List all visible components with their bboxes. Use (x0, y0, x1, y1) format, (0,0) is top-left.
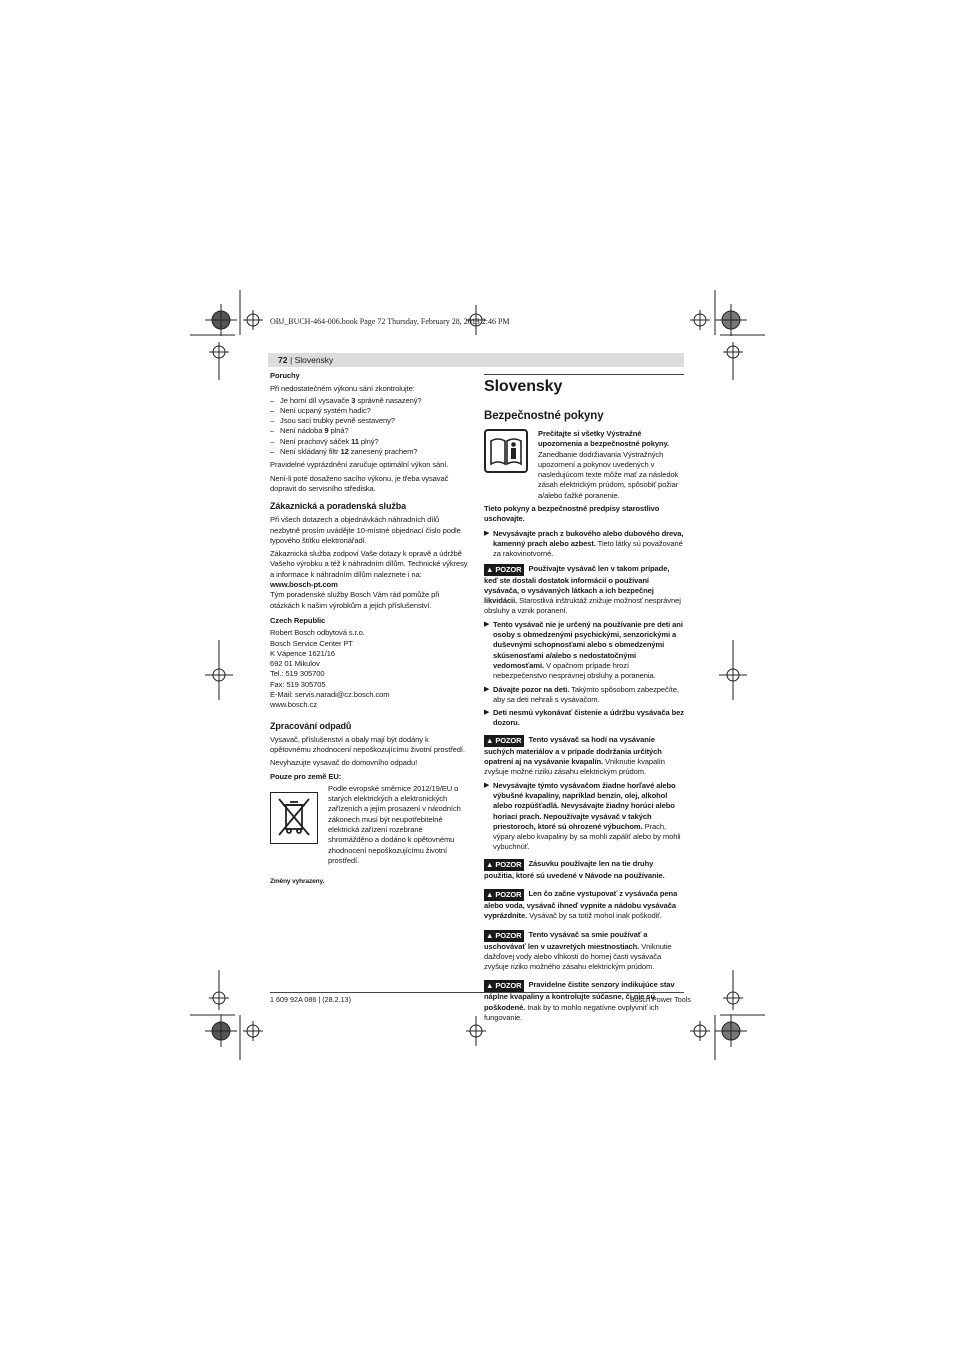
footer-brand: Bosch Power Tools (630, 995, 691, 1004)
checklist-item (270, 396, 468, 406)
poruchy-title: Poruchy (270, 371, 300, 380)
title-rule (484, 374, 684, 375)
bullet-1-bold: Nevysávajte prach z bukového alebo dubového dreva, kamenný prach alebo azbest. (493, 528, 684, 548)
bullet-1-rest: Tieto látky sú považované za rakovinotvorné. (493, 538, 683, 559)
warning-label: ▲ POZOR (484, 564, 524, 576)
eu-text: Podle evropské směrnice 2012/19/EU o starých elektrických a elektronických zařízeních a jejím prosazení v národních zákonech musí být neupotřebitelné elektrická zařízení rozebrané shromážděno a dodáno k opětovnému zhodnocení nepoškozujícímu životní prostředí. (328, 783, 461, 865)
bullet-2-bold: Tento vysávač nie je určený na používanie pre deti ani osoby s obmedzenými psychickými, senzorickými a duševnými schopnosťami alebo s obmedzenými skúsenosťami a/alebo s nedostatočnými vedomosťami. (493, 619, 683, 670)
warning-label: ▲ POZOR (484, 889, 524, 901)
bullet-3-bold: Dávajte pozor na deti. (493, 684, 570, 694)
checklist-text: Není nádoba (280, 426, 325, 436)
warning-label: ▲ POZOR (484, 735, 524, 747)
service-p2: Zákaznická služba zodpoví Vaše dotazy k opravě a údržbě Vašeho výrobku a též k náhradním dílům. Technické výkresy a informace k náhradním dílům naleznete i na: (270, 549, 468, 579)
intro-bold: Prečítajte si všetky Výstražné upozornenia a bezpečnostné pokyny. (538, 429, 670, 449)
checklist-item (270, 437, 468, 447)
warning-5-rest: Vniknutie dažďovej vody alebo vlhkosti do hornej časti vysávača zvyšuje riziko možného zásahu elektrickým prúdom. (484, 941, 672, 972)
bullet-arrow-icon: ▶ (484, 685, 490, 693)
warning-label: ▲ POZOR (484, 930, 524, 942)
address-line: K Vápence 1621/16 (270, 648, 336, 658)
bullet-5 (484, 781, 684, 853)
bullet-3-rest: Takýmto spôsobom zabezpečíte, aby sa deti nehrali s vysávačom. (493, 684, 679, 704)
checklist-text: Jsou sací trubky pevně sestaveny? (280, 416, 395, 426)
checklist-text: Není prachový sáček (280, 436, 352, 446)
checklist-text-end: správně nasazený? (355, 395, 422, 405)
warning-label: ▲ POZOR (484, 859, 524, 871)
checklist-number: 9 (324, 426, 329, 436)
warning-label-text: POZOR (495, 735, 522, 745)
eu-block (270, 784, 468, 869)
warning-1 (484, 564, 684, 617)
checklist (270, 396, 468, 458)
bullet-arrow-icon: ▶ (484, 709, 490, 717)
warning-3-bold: Zásuvku používajte len na tie druhy použitia, ktoré sú uvedené v Návode na používanie. (484, 858, 665, 880)
address-line: Tel.: 519 305700 (270, 669, 325, 679)
page-header-bar (268, 353, 684, 367)
bullet-5-rest: Prach, výpary alebo kvapaliny by sa mohli zapáliť alebo by mohli vybuchnúť. (493, 821, 681, 852)
warning-2-bold: Tento vysávač sa hodí na vysávanie suchých materiálov a v prípade dodržania určitých opatrení aj na vysávanie kvapalín. (484, 734, 662, 767)
left-column (270, 371, 468, 887)
warning-4 (484, 889, 684, 922)
warning-2 (484, 735, 684, 778)
warning-label: ▲ POZOR (484, 980, 524, 992)
warning-5-bold: Tento vysávač sa smie používať a uschovávať len v uzavretých miestnostiach. (484, 929, 648, 951)
bullet-5-bold: Nevysávajte týmto vysávačom žiadne horľavé alebo výbušné kvapaliny, napríklad benzín, olej, alkohol alebo rozpúšťadlá. Nevysávajte žiadny horúci alebo horiaci prach. Nepoužívajte vysávač v takých priestoroch, ktoré sú ohrozené výbuchom. (493, 780, 676, 831)
header-language: | Slovensky (290, 355, 334, 365)
bullet-1 (484, 529, 684, 560)
checklist-text-end: plná? (328, 426, 349, 436)
checklist-text-end: plný? (358, 436, 379, 446)
disposal-p2: Nevyhazujte vysavač do domovního odpadu! (270, 758, 418, 768)
warning-5 (484, 930, 684, 973)
checklist-item (270, 406, 468, 416)
warning-1-bold: Používajte vysávač len v takom prípade, keď ste dostali dostatok informácií o používaní vysávača, o vysávaných látkach a ich bezpečnej likvidácii. (484, 563, 670, 606)
bullet-2 (484, 620, 684, 682)
crossed-bin-icon (270, 792, 318, 844)
keep-instructions: Tieto pokyny a bezpečnostné predpisy starostlivo uschovajte. (484, 504, 660, 524)
print-header: OBJ_BUCH-464-006.book Page 72 Thursday, February 28, 2013 2:46 PM (270, 317, 510, 326)
warning-label-text: POZOR (495, 930, 522, 940)
dash-marker: – (270, 426, 275, 436)
safety-title: Bezpečnostné pokyny (484, 410, 604, 422)
warning-label-text: POZOR (495, 564, 522, 574)
service-p1: Při všech dotazech a objednávkách náhradních dílů nezbytně prosím uvádějte 10-místné objednací číslo podle typového štítku elektronářadí. (270, 515, 461, 545)
bullet-arrow-icon: ▶ (484, 529, 490, 537)
bullet-arrow-icon: ▶ (484, 781, 490, 789)
disposal-p1: Vysavač, příslušenství a obaly mají být dodány k opětovnému zhodnocení nepoškozujícímu životní prostředí. (270, 734, 465, 754)
intro-block (484, 429, 684, 501)
warning-6-rest: Inak by to mohlo negatívne ovplyvniť ich fungovanie. (484, 1002, 659, 1023)
service-note: Není-li poté dosaženo sacího výkonu, je třeba vysavač dopravit do servisního střediska. (270, 473, 449, 493)
bullet-4-bold: Deti nesmú vykonávať čistenie a údržbu vysávača bez dozoru. (493, 708, 684, 728)
page-number: 72 (278, 355, 288, 365)
checklist-number: 3 (351, 395, 356, 405)
warning-6-bold: Pravidelne čistite senzory indikujúce stav náplne kvapaliny a kontrolujte súčasne, či nie sú poškodené. (484, 980, 675, 1012)
changes-note: Změny vyhrazeny. (270, 878, 325, 886)
footer-rule (270, 992, 684, 993)
disposal-title: Zpracování odpadů (270, 720, 352, 731)
dash-marker: – (270, 405, 275, 415)
country: Czech Republic (270, 615, 326, 625)
checklist-text: Není ucpaný systém hadic? (280, 405, 371, 415)
address-line: Fax: 519 305705 (270, 679, 326, 689)
checklist-number: 11 (351, 436, 359, 446)
right-column (484, 371, 684, 1026)
language-title: Slovensky (484, 378, 563, 395)
warning-label-text: POZOR (495, 859, 522, 869)
checklist-item (270, 416, 468, 426)
address-line[interactable]: E-Mail: servis.naradi@cz.bosch.com (270, 690, 390, 700)
warning-4-rest: Vysávač by sa totiž mohol inak poškodiť. (527, 911, 662, 921)
eu-only: Pouze pro země EU: (270, 771, 342, 781)
footer-doc-number: 1 609 92A 086 | (28.2.13) (270, 995, 351, 1004)
checklist-number: 12 (340, 447, 349, 457)
address-line[interactable]: www.bosch.cz (270, 700, 317, 710)
service-url[interactable]: www.bosch-pt.com (270, 580, 338, 590)
warning-2-rest: Vniknutie kvapalín zvyšuje možné riziku zásahu elektrickým prúdom. (484, 757, 665, 777)
dash-marker: – (270, 416, 275, 426)
warning-label-text: POZOR (495, 981, 522, 991)
poruchy-intro: Při nedostatečném výkonu sání zkontrolujte: (270, 384, 415, 394)
intro-rest: Zanedbanie dodržiavania Výstražných upozornení a pokynov uvedených v nasledujúcom texte môže mať za následok zásah elektrickým prúdom, spôsobiť požiar a/alebo ťažké poranenie. (538, 449, 679, 500)
service-title: Zákaznická a poradenská služba (270, 501, 407, 512)
service-p3: Tým poradenské služby Bosch Vám rád pomůže při otázkách k našim výrobkům a jejich příslušenství. (270, 590, 440, 610)
bullet-arrow-icon: ▶ (484, 620, 490, 628)
bullet-3 (484, 685, 684, 706)
regular-emptying: Pravidelné vyprázdnění zaručuje optimální výkon sání. (270, 460, 449, 470)
read-manual-icon (484, 429, 528, 473)
checklist-item (270, 447, 468, 457)
bullet-4 (484, 708, 684, 729)
dash-marker: – (270, 436, 275, 446)
address-line: Bosch Service Center PT (270, 638, 353, 648)
address-line: 692 01 Mikulov (270, 659, 320, 669)
checklist-text: Není skládaný filtr (280, 447, 341, 457)
warning-4-bold: Len čo začne vystupovať z vysávača pena alebo voda, vysávač ihneď vypnite a nádobu vysávača vyprázdnite. (484, 888, 678, 921)
dash-marker: – (270, 395, 275, 405)
warning-1-rest: Starostlivá inštruktáž znižuje možnosť nesprávnej obsluhy a vznik poranení. (484, 596, 681, 616)
checklist-text: Je horní díl vysavače (280, 395, 352, 405)
warning-3 (484, 859, 684, 881)
address-line: Robert Bosch odbytová s.r.o. (270, 628, 365, 638)
dash-marker: – (270, 447, 275, 457)
checklist-text-end: zanesený prachem? (348, 447, 418, 457)
warning-label-text: POZOR (495, 889, 522, 899)
bullet-2-rest: V opačnom prípade hrozí nebezpečenstvo nesprávnej obsluhy a poranenia. (493, 660, 656, 681)
address-block (270, 628, 468, 710)
checklist-item (270, 426, 468, 436)
